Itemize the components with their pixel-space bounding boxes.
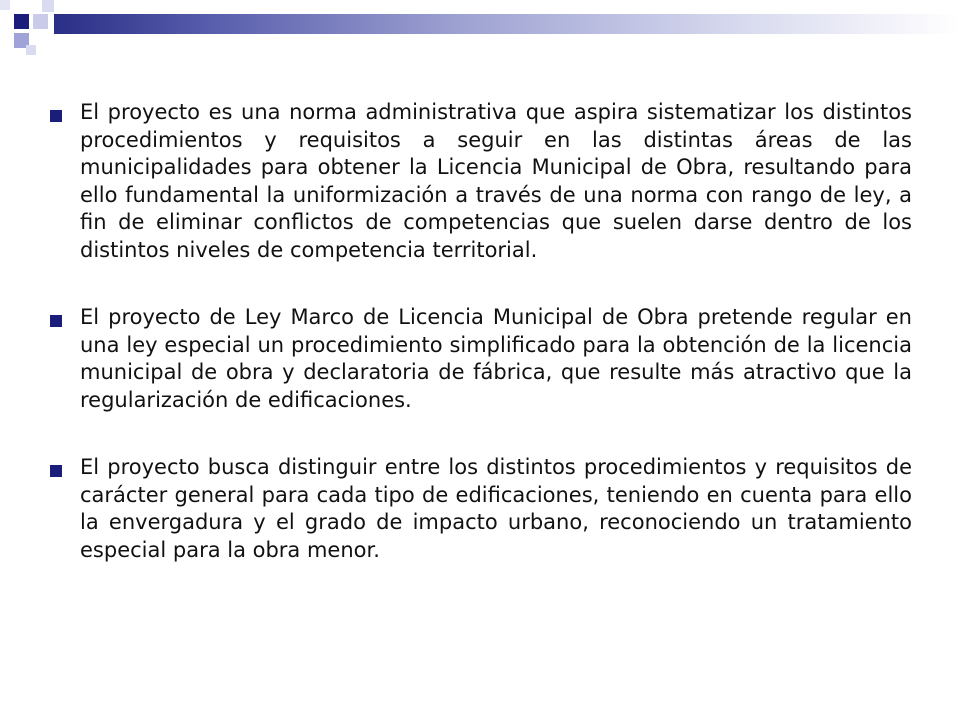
decor-square [42, 0, 54, 12]
slide-content [46, 99, 912, 604]
decor-square [14, 14, 29, 29]
bullet-text: El proyecto es una norma administrativa que aspira sistematizar los distintos procedimientos y requisitos a seguir en las distintas áreas de las municipalidades para obtener la Licencia Municipal de Obra, resultando para ello fundamental la uniformización a través de una norma con rango de ley, a fin de eliminar conflictos de competencias que suelen darse dentro de los distintos niveles de competencia territorial. [80, 100, 912, 262]
decor-square [33, 14, 48, 29]
bullet-text: El proyecto de Ley Marco de Licencia Municipal de Obra pretende regular en una ley especial un procedimiento simplificado para la obtención de la licencia municipal de obra y declaratoria de fábrica, que resulte más atractivo que la regularización de edificaciones. [80, 305, 912, 412]
header-decoration [0, 0, 960, 60]
decor-square [0, 0, 10, 10]
square-bullet-icon [50, 110, 62, 122]
square-bullet-icon [50, 465, 62, 477]
bullet-item [46, 304, 912, 414]
square-bullet-icon [50, 315, 62, 327]
bullet-text: El proyecto busca distinguir entre los distintos procedimientos y requisitos de carácter general para cada tipo de edificaciones, teniendo en cuenta para ello la envergadura y el grado de impacto urbano, reconociendo un tratamiento especial para la obra menor. [80, 455, 912, 562]
decor-square [26, 45, 36, 55]
bullet-item [46, 99, 912, 264]
bullet-item [46, 454, 912, 564]
header-gradient-bar [54, 14, 960, 34]
